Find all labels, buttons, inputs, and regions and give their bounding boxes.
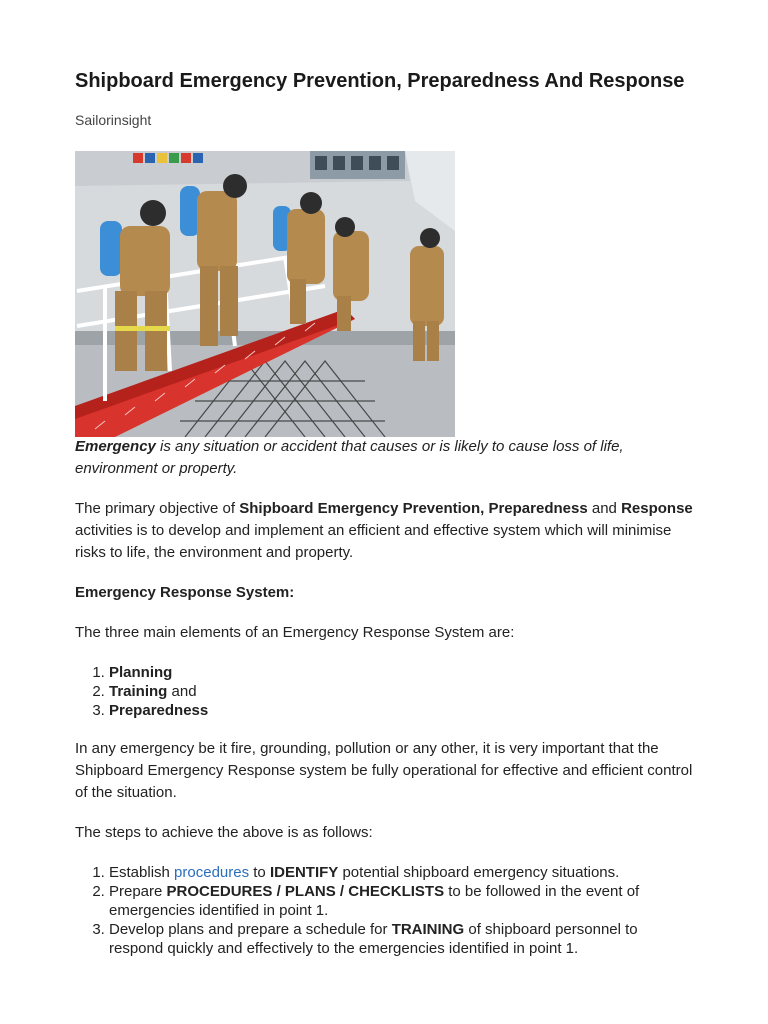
list-item [109, 882, 695, 920]
emergency-definition [75, 436, 695, 480]
list-item-bold: Training [109, 683, 168, 700]
objective-suffix: activities is to develop and implement an efficient and effective system which will minimise risks to life, the environment and property. [75, 522, 672, 561]
steps-intro: The steps to achieve the above is as follows: [75, 824, 373, 841]
article-title: Shipboard Emergency Prevention, Preparedness And Response [75, 70, 685, 92]
list-item [109, 663, 695, 682]
firefighters-on-gangway-illustration [75, 151, 455, 437]
objective-bold-1: Shipboard Emergency Prevention, Preparedness [239, 500, 588, 517]
step-post: of shipboard personnel to respond quickly and effectively to the emergencies identified in point 1. [109, 921, 638, 957]
hero-image [75, 151, 455, 437]
step-post: potential shipboard emergency situations. [338, 864, 620, 881]
objective-mid: and [587, 500, 622, 517]
list-item-bold: Preparedness [109, 702, 209, 719]
step-bold: IDENTIFY [269, 864, 339, 881]
objective-bold-2: Response [621, 500, 693, 517]
elements-list [75, 663, 695, 720]
list-item [109, 920, 695, 958]
list-item [109, 863, 695, 882]
list-item-bold: Planning [109, 664, 173, 681]
step-mid: to [249, 864, 270, 881]
step-post: to be followed in the event of emergencies identified in point 1. [109, 883, 640, 919]
step-pre: Prepare [109, 883, 167, 900]
objective-prefix: The primary objective of [75, 500, 240, 517]
list-item [109, 701, 695, 720]
list-item [109, 682, 695, 701]
elements-intro: The three main elements of an Emergency Response System are: [75, 624, 515, 641]
definition-term: Emergency [75, 438, 156, 455]
definition-text: is any situation or accident that causes or is likely to cause loss of life, environment or property. [75, 438, 624, 477]
step-pre: Develop plans and prepare a schedule for [109, 921, 392, 938]
objective-paragraph [75, 498, 695, 564]
importance-paragraph: In any emergency be it fire, grounding, pollution or any other, it is very important that the Shipboard Emergency Response system be fully operational for effective and efficient control of the situation. [75, 740, 693, 801]
step-pre: Establish [109, 864, 175, 881]
section-heading: Emergency Response System: [75, 584, 295, 601]
step-bold: TRAINING [391, 921, 465, 938]
step-bold: PROCEDURES / PLANS / CHECKLISTS [166, 883, 445, 900]
procedures-link[interactable]: procedures [174, 864, 250, 881]
firefighter-5 [410, 228, 444, 361]
steps-list [75, 863, 695, 958]
list-item-rest: and [167, 683, 197, 700]
author-name[interactable]: Sailorinsight [75, 112, 152, 128]
